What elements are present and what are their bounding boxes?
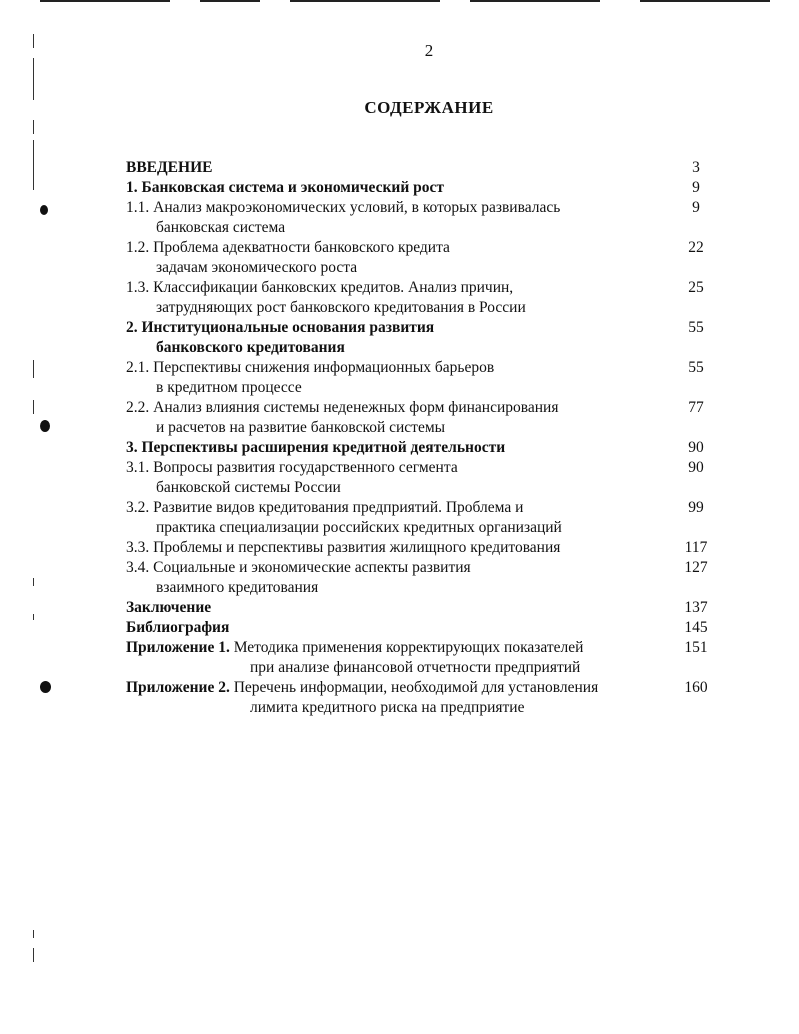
toc-entry-text: лимита кредитного риска на предприятие bbox=[250, 699, 525, 716]
toc-entry-text: и расчетов на развитие банковской системы bbox=[156, 419, 446, 436]
scan-top-rule bbox=[640, 0, 770, 2]
toc-entry bbox=[126, 238, 716, 278]
toc-entry bbox=[126, 178, 716, 198]
toc-page-number: 9 bbox=[692, 179, 700, 196]
toc-page-number: 145 bbox=[684, 619, 708, 636]
toc-entry-line bbox=[126, 458, 716, 478]
punch-hole-mark bbox=[40, 420, 50, 432]
toc-entry-text: банковской системы России bbox=[156, 479, 341, 496]
toc-entry-line bbox=[126, 598, 716, 618]
toc-entry-text: 1.2. Проблема адекватности банковского кредита bbox=[126, 239, 450, 256]
toc-entry-text: Заключение bbox=[126, 599, 212, 616]
toc-entry-line bbox=[126, 338, 716, 358]
toc-entry bbox=[126, 558, 716, 598]
appendix-label: Приложение 2. bbox=[126, 679, 230, 696]
toc-entry-line bbox=[126, 678, 716, 698]
toc-entry-text: 3.2. Развитие видов кредитования предприятий. Проблема и bbox=[126, 499, 524, 516]
toc-entry-text: 2. Институциональные основания развития bbox=[126, 319, 435, 336]
toc-entry-text: 1.3. Классификации банковских кредитов. Анализ причин, bbox=[126, 279, 514, 296]
toc-entry-line bbox=[126, 618, 716, 638]
toc-page-number: 22 bbox=[688, 239, 704, 256]
toc-entry bbox=[126, 198, 716, 238]
toc-entry-line bbox=[126, 518, 716, 538]
toc-entry-text: в кредитном процессе bbox=[156, 379, 302, 396]
table-of-contents bbox=[126, 158, 716, 718]
scan-edge-mark bbox=[33, 578, 34, 586]
toc-entry-line bbox=[126, 318, 716, 338]
toc-entry-text: 2.1. Перспективы снижения информационных барьеров bbox=[126, 359, 495, 376]
toc-page-number: 127 bbox=[684, 559, 708, 576]
toc-entry bbox=[126, 358, 716, 398]
appendix-label: Приложение 1. bbox=[126, 639, 230, 656]
scan-edge-mark bbox=[33, 120, 34, 134]
toc-entry bbox=[126, 158, 716, 178]
toc-entry bbox=[126, 678, 716, 718]
toc-page-number: 160 bbox=[684, 679, 708, 696]
scan-edge-mark bbox=[33, 948, 34, 962]
scan-top-rule bbox=[40, 0, 170, 2]
toc-entry-line bbox=[126, 198, 716, 218]
toc-page-number: 3 bbox=[692, 159, 700, 176]
toc-entry bbox=[126, 618, 716, 638]
toc-entry-text: Методика применения корректирующих показателей bbox=[233, 639, 584, 656]
toc-entry-text: банковского кредитования bbox=[156, 339, 345, 356]
toc-entry-text: задачам экономического роста bbox=[156, 259, 358, 276]
punch-hole-mark bbox=[40, 681, 51, 693]
toc-entry-text: ВВЕДЕНИЕ bbox=[126, 159, 213, 176]
toc-entry bbox=[126, 598, 716, 618]
toc-page-number: 90 bbox=[688, 459, 704, 476]
scan-edge-mark bbox=[33, 58, 34, 100]
toc-entry-line bbox=[126, 638, 716, 658]
toc-page-number: 151 bbox=[684, 639, 708, 656]
toc-entry-text: 1. Банковская система и экономический рост bbox=[126, 179, 444, 196]
toc-entry-text: 1.1. Анализ макроэкономических условий, в которых развивалась bbox=[126, 199, 561, 216]
page-title: СОДЕРЖАНИЕ bbox=[364, 98, 494, 117]
toc-entry-line bbox=[250, 698, 716, 718]
toc-entry-text: 3.4. Социальные и экономические аспекты развития bbox=[126, 559, 471, 576]
toc-entry bbox=[126, 318, 716, 358]
scan-top-rule bbox=[470, 0, 600, 2]
toc-entry-text: банковская система bbox=[156, 219, 286, 236]
toc-entry-text: затрудняющих рост банковского кредитования в России bbox=[156, 299, 526, 316]
scan-edge-mark bbox=[33, 930, 34, 938]
toc-entry bbox=[126, 278, 716, 318]
toc-entry-line bbox=[126, 358, 716, 378]
toc-entry bbox=[126, 398, 716, 438]
toc-entry-line bbox=[250, 658, 716, 678]
toc-entry-text: Перечень информации, необходимой для установления bbox=[233, 679, 599, 696]
scan-edge-mark bbox=[33, 614, 34, 620]
toc-page-number: 55 bbox=[688, 359, 704, 376]
scan-top-rule bbox=[290, 0, 440, 2]
toc-entry-line bbox=[126, 398, 716, 418]
toc-entry bbox=[126, 458, 716, 498]
toc-entry-line bbox=[126, 418, 716, 438]
toc-page-number: 77 bbox=[688, 399, 704, 416]
toc-page-number: 55 bbox=[688, 319, 704, 336]
toc-entry-text: 3.3. Проблемы и перспективы развития жилищного кредитования bbox=[126, 539, 561, 556]
toc-entry-text: при анализе финансовой отчетности предприятий bbox=[250, 659, 581, 676]
toc-page-number: 99 bbox=[688, 499, 704, 516]
toc-entry-line bbox=[126, 578, 716, 598]
toc-entry-line bbox=[126, 158, 716, 178]
scan-edge-mark bbox=[33, 360, 34, 378]
toc-entry-line bbox=[126, 378, 716, 398]
toc-entry-line bbox=[126, 478, 716, 498]
toc-entry-line bbox=[126, 178, 716, 198]
toc-entry bbox=[126, 638, 716, 678]
toc-entry-line bbox=[126, 298, 716, 318]
toc-entry-text: практика специализации российских кредитных организаций bbox=[156, 519, 562, 536]
toc-entry-line bbox=[126, 238, 716, 258]
toc-entry-text: Библиография bbox=[126, 619, 230, 636]
page-number: 2 bbox=[424, 41, 434, 60]
toc-page-number: 25 bbox=[688, 279, 704, 296]
toc-entry-text: взаимного кредитования bbox=[156, 579, 319, 596]
toc-entry-line bbox=[126, 538, 716, 558]
punch-hole-mark bbox=[40, 205, 48, 215]
toc-page-number: 137 bbox=[684, 599, 708, 616]
toc-entry-line bbox=[126, 258, 716, 278]
toc-entry-line bbox=[126, 438, 716, 458]
scan-top-rule bbox=[200, 0, 260, 2]
toc-entry-text: 3. Перспективы расширения кредитной деятельности bbox=[126, 439, 506, 456]
toc-entry-line bbox=[126, 498, 716, 518]
toc-entry bbox=[126, 498, 716, 538]
toc-entry-line bbox=[126, 218, 716, 238]
toc-entry bbox=[126, 438, 716, 458]
toc-entry bbox=[126, 538, 716, 558]
toc-page-number: 117 bbox=[684, 539, 708, 556]
scan-edge-mark bbox=[33, 140, 34, 190]
toc-entry-line bbox=[126, 278, 716, 298]
toc-entry-text: 3.1. Вопросы развития государственного сегмента bbox=[126, 459, 458, 476]
scan-edge-mark bbox=[33, 400, 34, 414]
toc-entry-text: 2.2. Анализ влияния системы неденежных форм финансирования bbox=[126, 399, 559, 416]
toc-entry-line bbox=[126, 558, 716, 578]
toc-page-number: 9 bbox=[692, 199, 700, 216]
toc-page-number: 90 bbox=[688, 439, 704, 456]
